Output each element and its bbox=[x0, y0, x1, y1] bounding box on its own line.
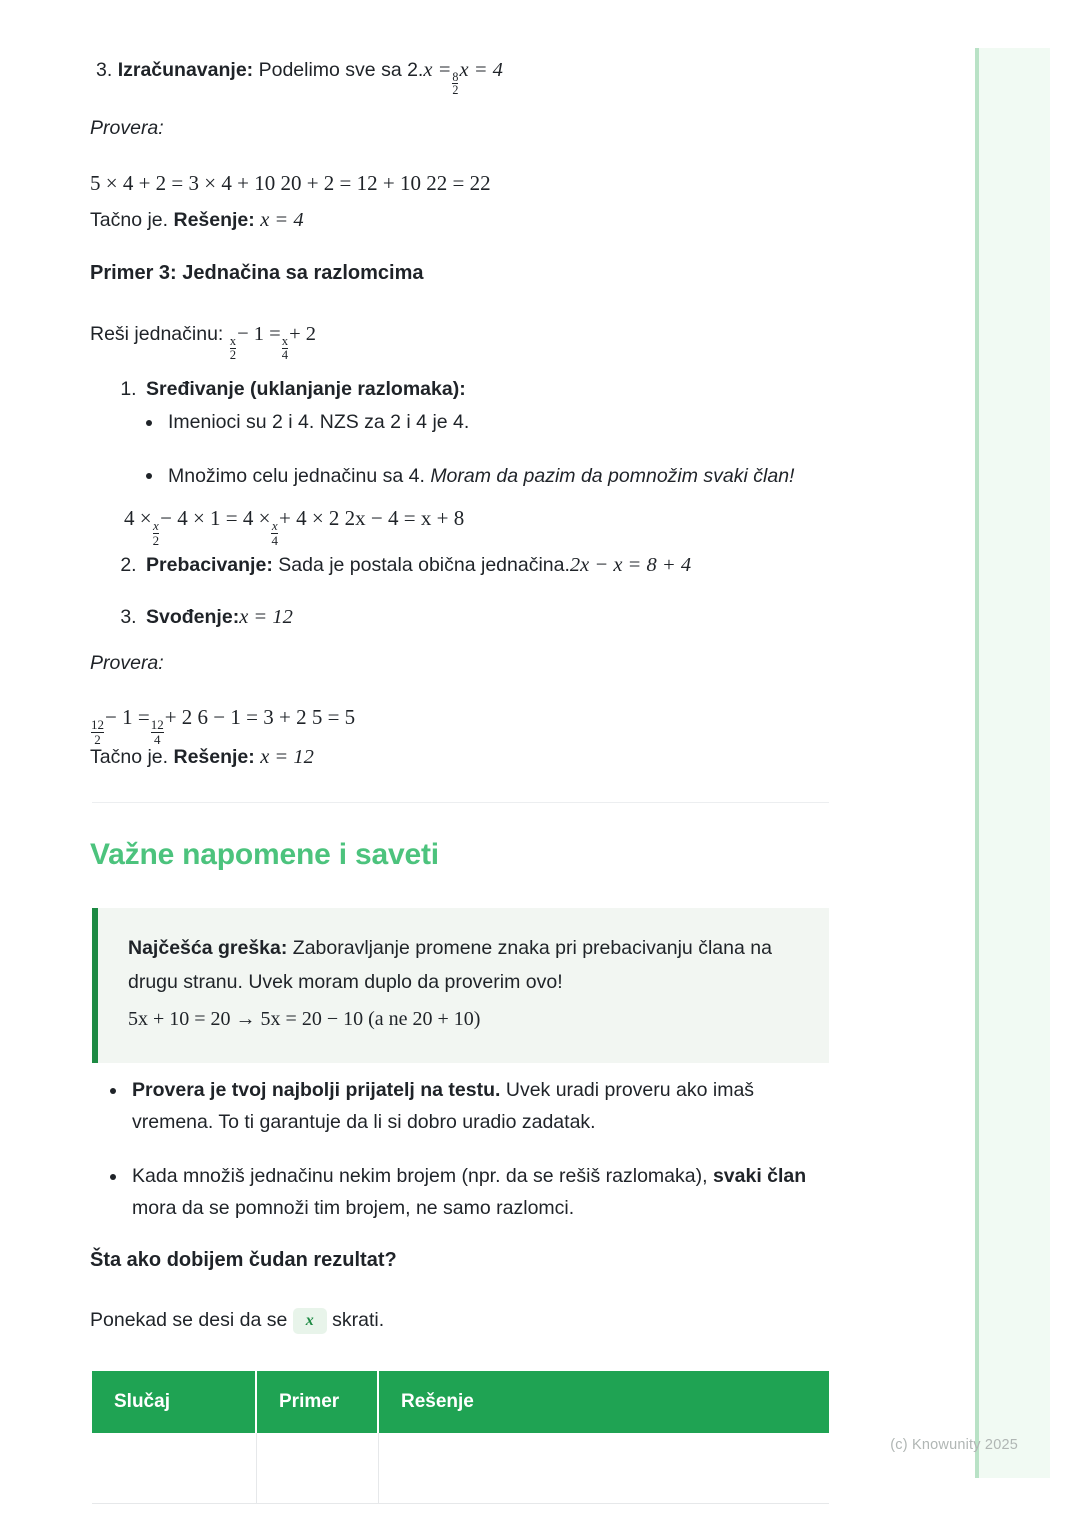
list-item bbox=[132, 1161, 829, 1224]
bullet-1-text: Imenioci su 2 i 4. NZS za 2 i 4 je 4. bbox=[168, 411, 470, 433]
provera-2-solution-value: x = 12 bbox=[260, 746, 314, 768]
provera-2-conclusion bbox=[90, 741, 314, 774]
cases-table bbox=[92, 1371, 829, 1504]
step-2-text: Sada je postala obična jednačina. bbox=[278, 554, 570, 576]
tip-2-rest: Kada množiš jednačinu nekim brojem (npr. da se rešiš razlomaka), bbox=[132, 1165, 713, 1188]
list-item bbox=[168, 407, 828, 439]
callout-text bbox=[128, 932, 803, 1000]
step-3-math-b: x = 4 bbox=[459, 59, 503, 81]
mult-fraction-1: $\frac{x}{2}$ bbox=[152, 518, 160, 548]
step-1-title: Sređivanje (uklanjanje razlomaka): bbox=[146, 378, 466, 400]
tip-2-tail: mora da se pomnoži tim brojem, ne samo razlomci. bbox=[132, 1196, 575, 1219]
provera-1-solution-value: x = 4 bbox=[260, 209, 304, 231]
provera-2-fraction-2: $\frac{12}{4}$ bbox=[150, 717, 164, 747]
table-cell-resenje bbox=[378, 1433, 829, 1503]
decorative-side-panel bbox=[975, 48, 1050, 1478]
provera-2-conclusion-prefix: Tačno je. bbox=[90, 746, 169, 768]
tip-2-emphasis: svaki član bbox=[712, 1165, 807, 1188]
watermark: (c) Knowunity 2025 bbox=[890, 1437, 1018, 1453]
odd-result-text bbox=[90, 1305, 384, 1337]
provera-1-conclusion-prefix: Tačno je. bbox=[90, 209, 169, 231]
step-1-multiplication-math: 4 × $\frac{x}{2}$ − 4 × 1 = 4 × $\frac{x}{4}$ + 4 × 2 2x − 4 = x + 8 bbox=[124, 506, 465, 548]
odd-result-subheading: Šta ako dobijem čudan rezultat? bbox=[90, 1249, 397, 1271]
step-3-title: Izračunavanje: bbox=[117, 59, 254, 81]
step-3-number: 3. bbox=[96, 59, 113, 81]
list-item bbox=[142, 601, 833, 634]
provera-1-math: 5 × 4 + 2 = 3 × 4 + 10 20 + 2 = 12 + 10 22 = 22 bbox=[90, 171, 491, 195]
column-header-resenje: Rešenje bbox=[378, 1371, 829, 1433]
list-item bbox=[132, 1075, 829, 1138]
list-item bbox=[142, 549, 833, 582]
callout-math: 5x + 10 = 20 → 5x = 20 − 10 (a ne 20 + 10) bbox=[128, 1007, 481, 1030]
bullet-2-text: Množimo celu jednačinu sa 4. bbox=[168, 464, 425, 487]
bullet-2-emphasis: Moram da pazim da pomnožim svaki član! bbox=[430, 464, 795, 487]
callout-body: Zaboravljanje promene znaka pri prebacivanju člana na drugu stranu. Uvek moram duplo da proverim ovo! bbox=[128, 937, 772, 993]
inline-code-chip[interactable]: x bbox=[293, 1308, 327, 1334]
column-header-primer: Primer bbox=[256, 1371, 378, 1433]
mult-fraction-2: $\frac{x}{4}$ bbox=[271, 518, 278, 548]
step-3-fraction: $\frac{8}{2}$ bbox=[452, 70, 459, 98]
equation-fraction-2: $\frac{x}{4}$ bbox=[281, 334, 289, 363]
step-3-math-a: x = bbox=[423, 59, 452, 81]
table-cell-slucaj bbox=[92, 1433, 256, 1503]
tip-1-lead: Provera je tvoj najbolji prijatelj na testu. bbox=[132, 1079, 501, 1101]
list-item bbox=[168, 461, 828, 493]
warning-callout bbox=[92, 908, 829, 1063]
step-3-text: Podelimo sve sa 2. bbox=[258, 59, 424, 81]
step-3b-title: Svođenje: bbox=[146, 606, 240, 629]
primer-3-heading: Primer 3: Jednačina sa razlomcima bbox=[90, 262, 424, 284]
primer-3-prompt-label: Reši jednačinu: bbox=[90, 323, 224, 345]
primer-3-step-1 bbox=[96, 374, 833, 406]
step-1-bullets bbox=[128, 407, 828, 492]
table-cell-primer bbox=[256, 1433, 378, 1503]
primer-3-equation: $\frac{x}{2}$ − 1 = $\frac{x}{4}$ + 2 bbox=[229, 323, 317, 363]
primer-3-steps-2-3 bbox=[96, 549, 833, 634]
step-2-title: Prebacivanje: bbox=[146, 554, 273, 576]
provera-2-fraction-1: $\frac{12}{2}$ bbox=[91, 717, 105, 747]
table-header-row bbox=[92, 1371, 829, 1433]
callout-label: Najčešća greška: bbox=[128, 937, 288, 959]
provera-2-solution-label: Rešenje: bbox=[173, 746, 255, 768]
provera-1-label: Provera: bbox=[90, 117, 164, 139]
provera-2-label: Provera: bbox=[90, 652, 164, 674]
provera-1-conclusion bbox=[90, 204, 304, 237]
equation-fraction-1: $\frac{x}{2}$ bbox=[229, 334, 237, 363]
column-header-slucaj: Slučaj bbox=[92, 1371, 256, 1433]
odd-result-prefix: Ponekad se desi da se bbox=[90, 1309, 288, 1331]
section-divider bbox=[92, 802, 829, 803]
odd-result-suffix: skrati. bbox=[332, 1309, 385, 1331]
table-row bbox=[92, 1433, 829, 1503]
step-3b-math: x = 12 bbox=[239, 606, 293, 629]
page-title: Važne napomene i saveti bbox=[90, 838, 439, 871]
step-3-izracunavanje bbox=[96, 54, 833, 97]
provera-1-solution-label: Rešenje: bbox=[173, 209, 255, 231]
decorative-side-rule bbox=[975, 48, 979, 1478]
step-2-math: 2x − x = 8 + 4 bbox=[569, 554, 692, 576]
primer-3-prompt bbox=[90, 318, 316, 362]
list-item bbox=[142, 374, 833, 406]
tip-1-rest: Uvek uradi proveru ako imaš vremena. To ti garantuje da li si dobro uradio zadatak. bbox=[132, 1079, 755, 1133]
tips-list bbox=[92, 1075, 829, 1224]
provera-2-math: $\frac{12}{2}$ − 1 = $\frac{12}{4}$ + 2 6 − 1 = 3 + 2 5 = 5 bbox=[91, 705, 356, 747]
